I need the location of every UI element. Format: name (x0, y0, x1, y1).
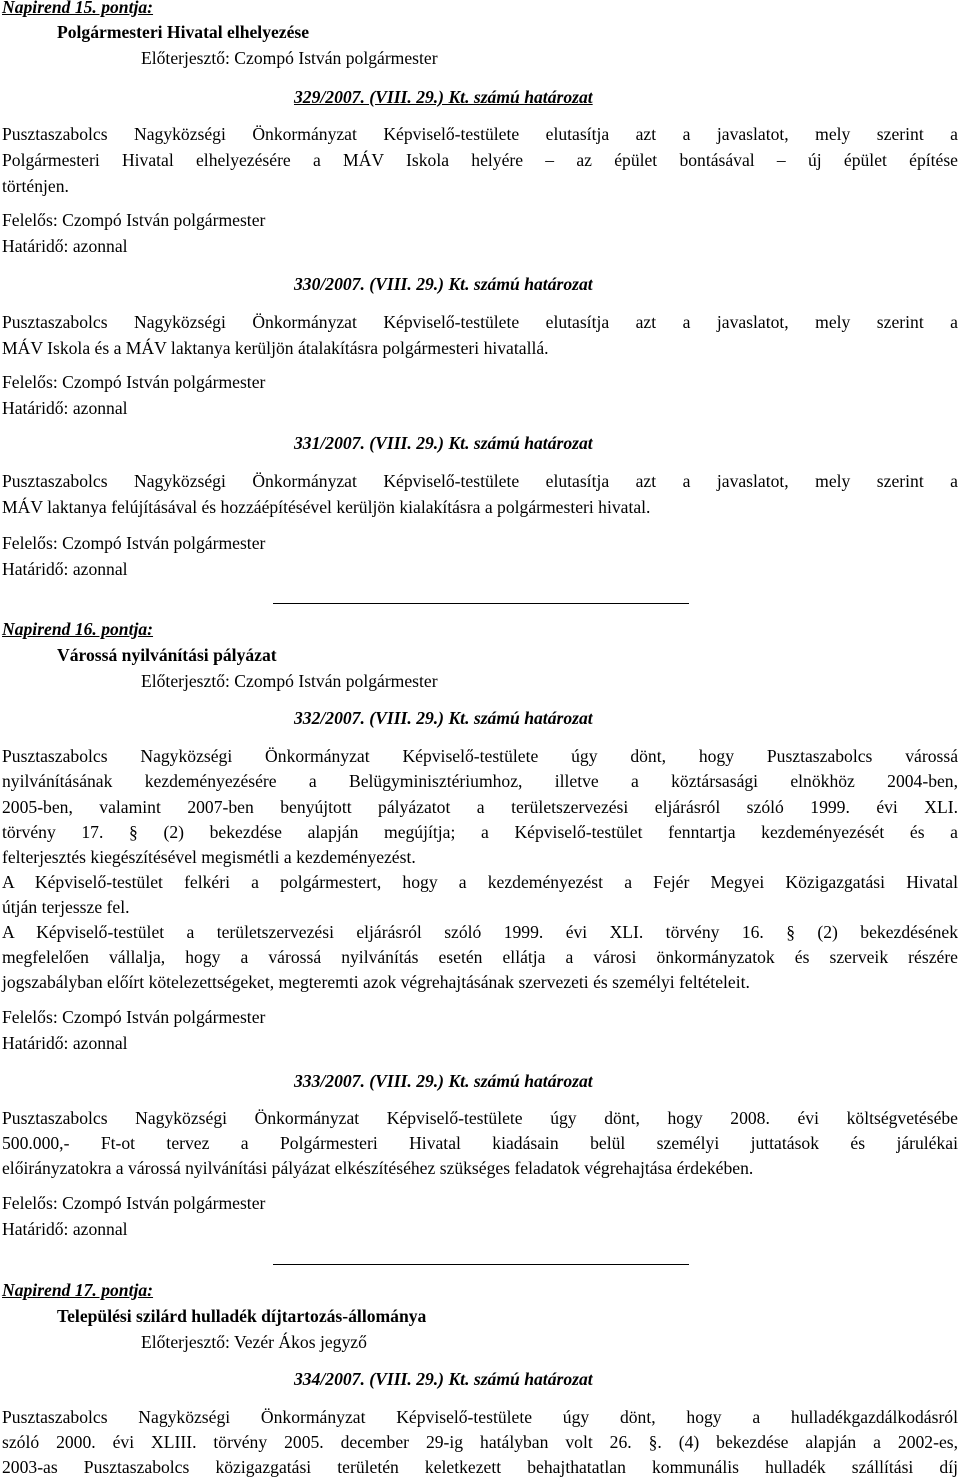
resolution-text-line: A Képviselő-testület felkéri a polgármestert, hogy a kezdeményezést a Fejér Megyei Közigazgatási Hivatal (2, 872, 958, 892)
resolution-text-line: MÁV Iskola és a MÁV laktanya kerüljön átalakításra polgármesteri hivatallá. (2, 338, 549, 358)
resolution-text-line: 2005-ben, valamint 2007-ben benyújtott pályázatot a területszervezési eljárásról szóló 1999. évi XLI. (2, 797, 958, 817)
resolution-number: 333/2007. (VIII. 29.) Kt. számú határozat (294, 1071, 593, 1091)
deadline: Határidő: azonnal (2, 398, 128, 418)
agenda-title: Települési szilárd hulladék díjtartozás-állománya (57, 1306, 427, 1326)
agenda-title: Várossá nyilvánítási pályázat (57, 645, 277, 665)
responsible: Felelős: Czompó István polgármester (2, 1193, 266, 1213)
resolution-text-line: történjen. (2, 176, 69, 196)
resolution-text-line: Polgármesteri Hivatal elhelyezésére a MÁV Iskola helyére – az épület bontásával – új épület építése (2, 150, 958, 170)
section-divider (273, 603, 689, 604)
deadline: Határidő: azonnal (2, 1219, 128, 1239)
presenter: Előterjesztő: Czompó István polgármester (141, 48, 438, 68)
resolution-text-line: Pusztaszabolcs Nagyközségi Önkormányzat Képviselő-testülete úgy dönt, hogy 2008. évi költségvetésébe (2, 1108, 958, 1128)
resolution-number: 334/2007. (VIII. 29.) Kt. számú határozat (294, 1369, 593, 1389)
resolution-text-line: előirányzatokra a várossá nyilvánítási pályázat elkészítéséhez szükséges feladatok végrehajtása érdekében. (2, 1158, 754, 1178)
resolution-number: 331/2007. (VIII. 29.) Kt. számú határozat (294, 433, 593, 453)
resolution-text-line: Pusztaszabolcs Nagyközségi Önkormányzat Képviselő-testülete úgy dönt, hogy Pusztaszabolcs várossá (2, 746, 958, 766)
agenda-heading: Napirend 16. pontja: (2, 619, 154, 639)
resolution-number: 330/2007. (VIII. 29.) Kt. számú határozat (294, 274, 593, 294)
resolution-number: 329/2007. (VIII. 29.) Kt. számú határozat (294, 87, 593, 107)
agenda-heading: Napirend 17. pontja: (2, 1280, 154, 1300)
resolution-text-line: megfelelően vállalja, hogy a várossá nyilvánítás esetén ellátja a városi önkormányzatok és szerveik részére (2, 947, 958, 967)
deadline: Határidő: azonnal (2, 1033, 128, 1053)
agenda-heading: Napirend 15. pontja: (2, 0, 154, 17)
deadline: Határidő: azonnal (2, 559, 128, 579)
resolution-text-line: MÁV laktanya felújításával és hozzáépítésével kerüljön kialakításra a polgármesteri hivatal. (2, 497, 651, 517)
resolution-text-line: Pusztaszabolcs Nagyközségi Önkormányzat Képviselő-testülete úgy dönt, hogy a hulladékgazdálkodásról (2, 1407, 958, 1427)
resolution-text-line: A Képviselő-testület a területszervezési eljárásról szóló 1999. évi XLI. törvény 16. § (2) bekezdésének (2, 922, 958, 942)
resolution-text-line: nyilvánításának kezdeményezésére a Belügyminisztériumhoz, illetve a köztársasági elnökhöz 2004-ben, (2, 771, 958, 791)
resolution-text-line: 2003-as Pusztaszabolcs közigazgatási területén keletkezett behajthatatlan kommunális hulladék szállítási díj (2, 1457, 958, 1477)
resolution-text-line: útján terjessze fel. (2, 897, 130, 917)
resolution-text-line: jogszabályban előírt kötelezettségeket, megteremti azok végrehajtásának szervezeti és személyi feltételeit. (2, 972, 750, 992)
resolution-number: 332/2007. (VIII. 29.) Kt. számú határozat (294, 708, 593, 728)
resolution-text-line: szóló 2000. évi XLIII. törvény 2005. december 29-ig hatályban volt 26. §. (4) bekezdése alapján a 2002-es, (2, 1432, 958, 1452)
agenda-title: Polgármesteri Hivatal elhelyezése (57, 22, 310, 42)
resolution-text-line: felterjesztés kiegészítésével megismétli a kezdeményezést. (2, 847, 416, 867)
presenter: Előterjesztő: Czompó István polgármester (141, 671, 438, 691)
deadline: Határidő: azonnal (2, 236, 128, 256)
resolution-text-line: 500.000,- Ft-ot tervez a Polgármesteri Hivatal kiadásain belül személyi juttatások és járulékai (2, 1133, 958, 1153)
resolution-text-line: Pusztaszabolcs Nagyközségi Önkormányzat Képviselő-testülete elutasítja azt a javaslatot, mely szerint a (2, 312, 958, 332)
resolution-text-line: törvény 17. § (2) bekezdése alapján megújítja; a Képviselő-testület fenntartja kezdeményezését és a (2, 822, 958, 842)
resolution-text-line: Pusztaszabolcs Nagyközségi Önkormányzat Képviselő-testülete elutasítja azt a javaslatot, mely szerint a (2, 124, 958, 144)
responsible: Felelős: Czompó István polgármester (2, 533, 266, 553)
responsible: Felelős: Czompó István polgármester (2, 210, 266, 230)
presenter: Előterjesztő: Vezér Ákos jegyző (141, 1332, 367, 1352)
section-divider (273, 1264, 689, 1265)
responsible: Felelős: Czompó István polgármester (2, 372, 266, 392)
responsible: Felelős: Czompó István polgármester (2, 1007, 266, 1027)
resolution-text-line: Pusztaszabolcs Nagyközségi Önkormányzat Képviselő-testülete elutasítja azt a javaslatot, mely szerint a (2, 471, 958, 491)
